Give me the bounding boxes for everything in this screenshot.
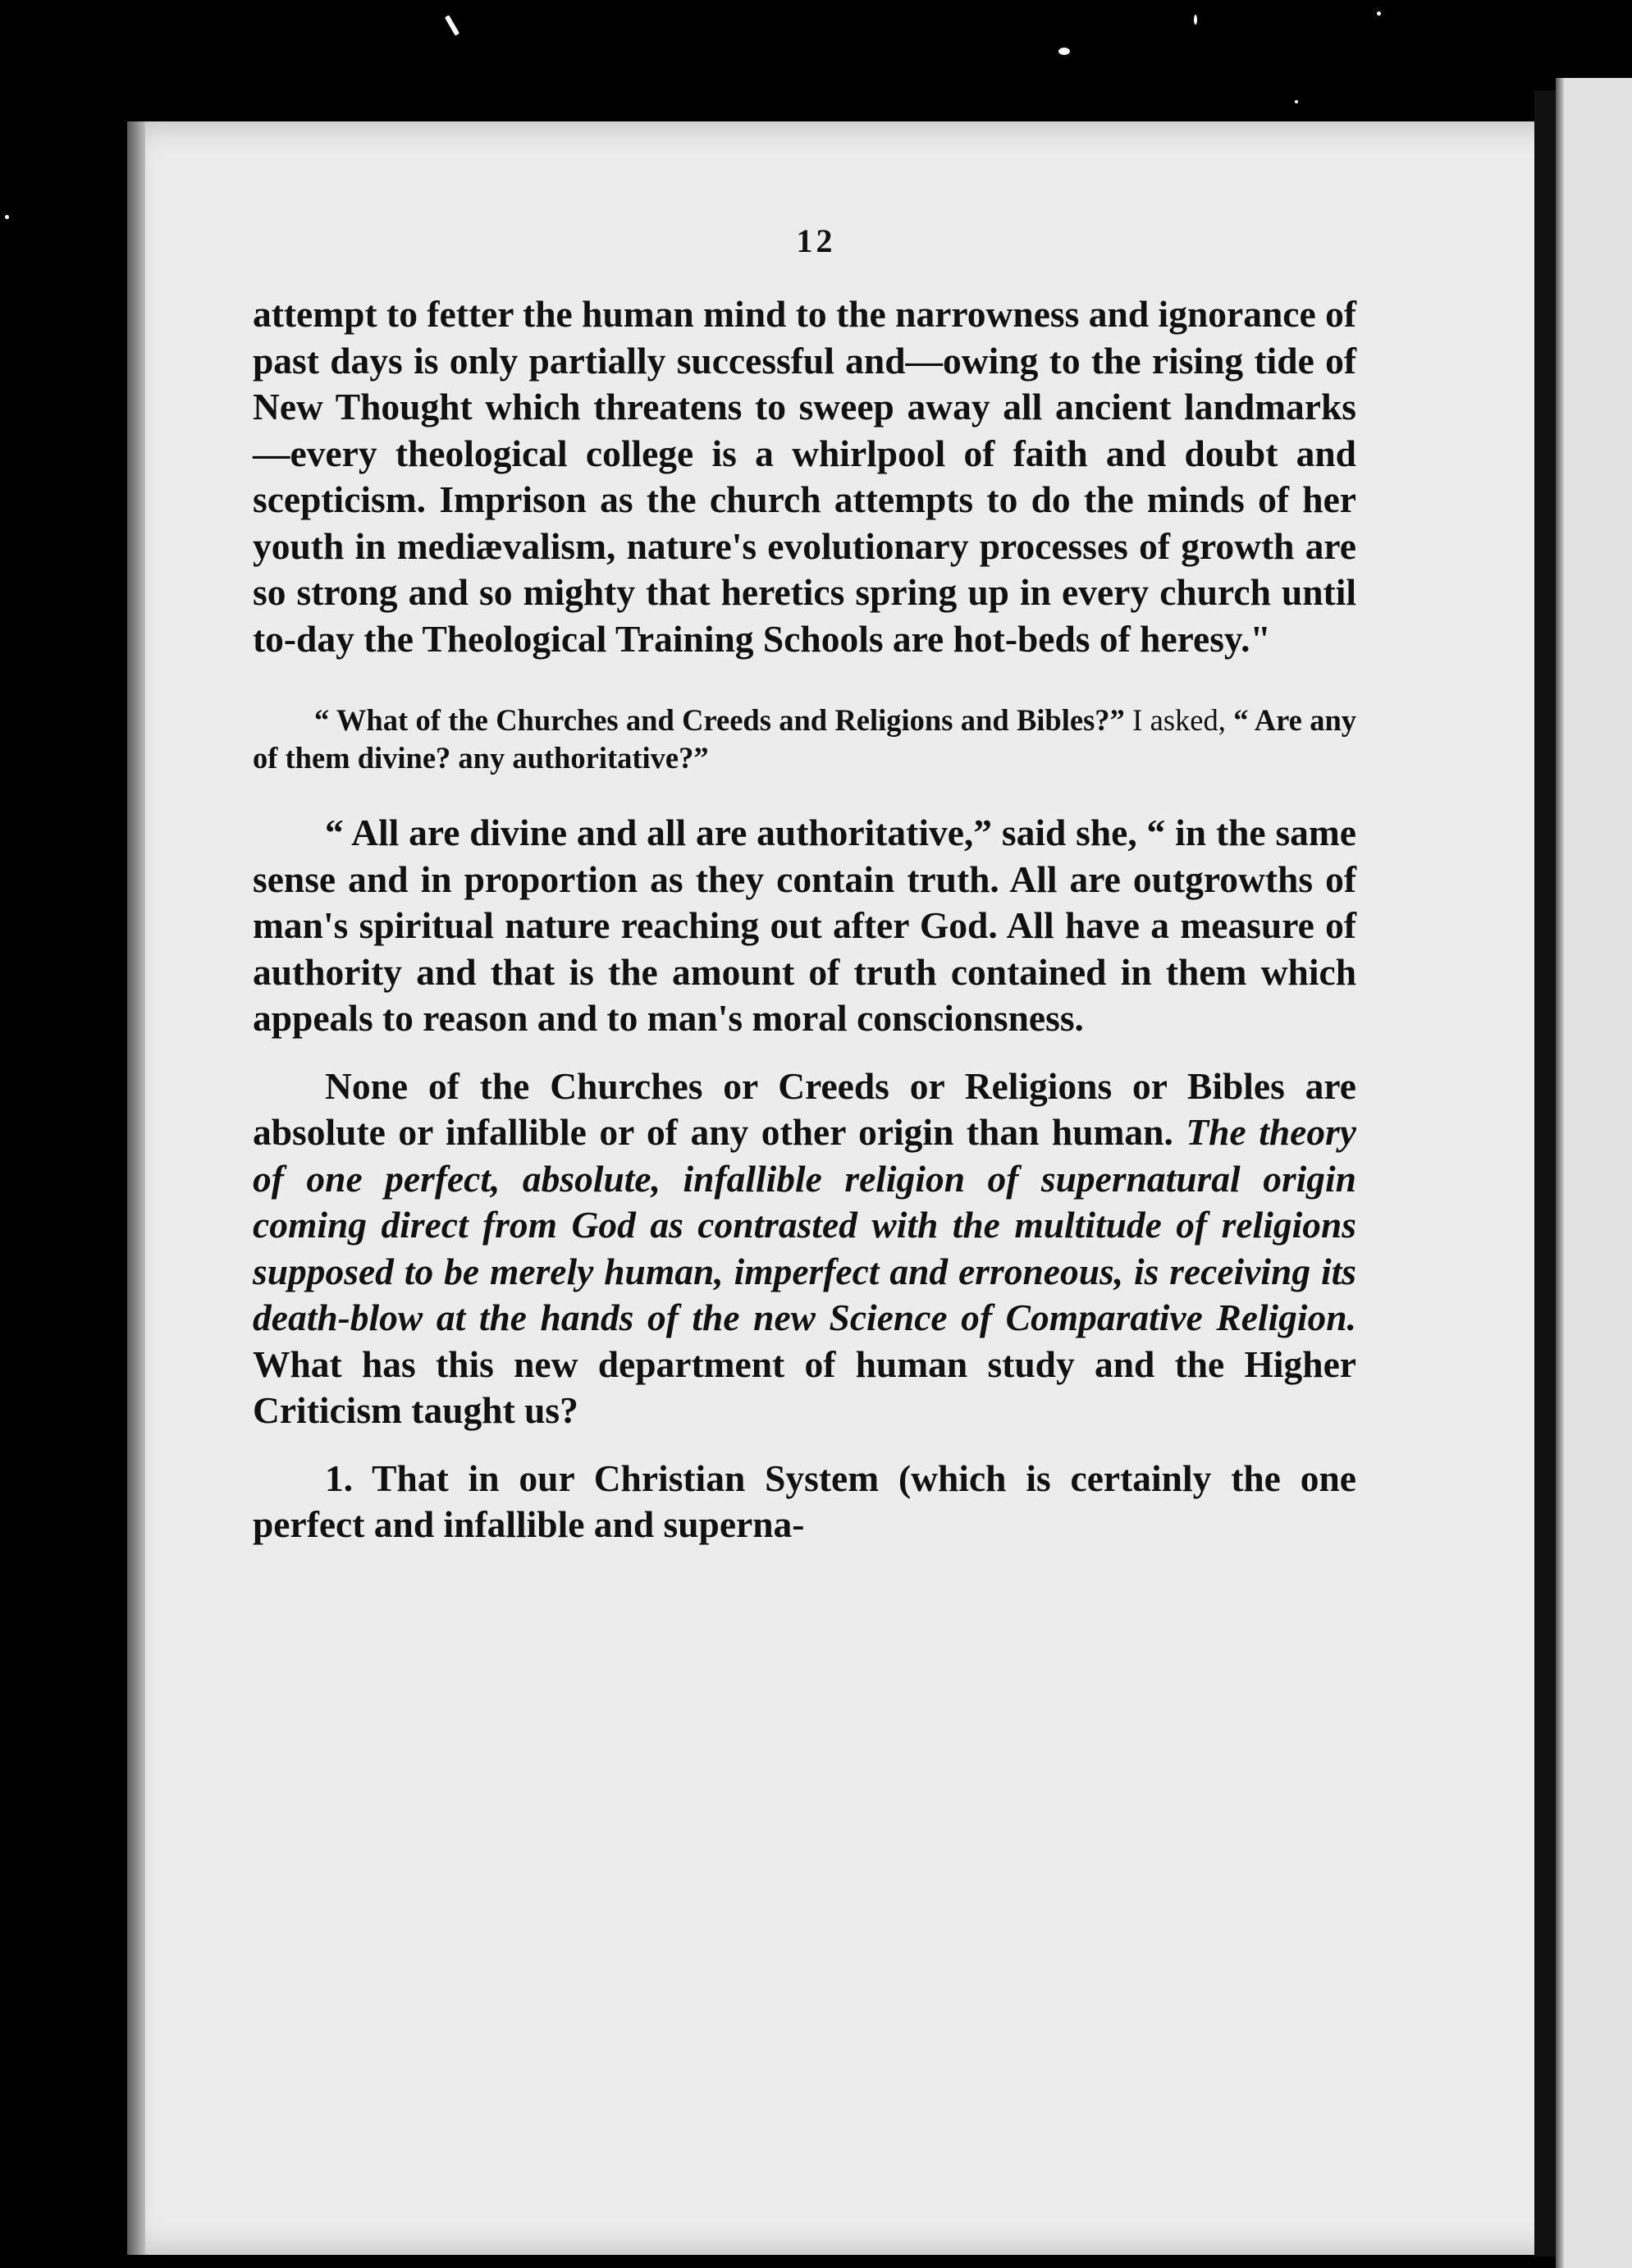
question-paragraph — [253, 702, 1356, 777]
paragraph-3-end: What has this new department of human study and the Higher Criticism taught us? — [253, 1342, 1356, 1431]
paragraph-3-start: None of the Churches or Creeds or Religions or Bibles are absolute or infallible or of any other origin than human. — [253, 1064, 1356, 1153]
paragraph-2: “ All are divine and all are authoritative,” said she, “ in the same sense and in proportion as they contain truth. All are outgrowths of man's spiritual nature reaching out after God. All have a measure of authority and that is the amount of truth contained in them which appeals to reason and to man's moral conscionsness. — [253, 812, 1356, 1039]
facing-page — [1556, 78, 1632, 2268]
paragraph-3-italic: The theory of one perfect, absolute, infallible religion of supernatural origin coming direct from God as contrasted with the multitude of religions supposed to be merely human, imperfect and erroneous, is receiving its death-blow at the hands of the new Science of Comparative Religion. — [253, 1111, 1356, 1338]
question-part-3: “ Are any of them divine? any authoritative?” — [253, 703, 1357, 775]
page-left-edge — [127, 121, 145, 2255]
page-number: 12 — [796, 222, 836, 259]
paragraph-1: attempt to fetter the human mind to the narrowness and ignorance of past days is only partially successful and—owing to the rising tide of New Thought which threatens to sweep away all ancient landmarks—every theological college is a whirlpool of faith and doubt and scepticism. Imprison as the church attempts to do the minds of her youth in mediævalism, nature's evolutionary processes of growth are so strong and so mighty that heretics spring up in every church until to-day the Theological Training Schools are hot-beds of heresy." — [253, 293, 1356, 660]
paragraph-3 — [253, 1063, 1356, 1434]
paragraph-4: 1. That in our Christian System (which is certainly the one perfect and infallible and superna- — [253, 1456, 1356, 1545]
book-gutter — [1534, 90, 1556, 2257]
page-body-text — [253, 291, 1356, 1548]
facing-page-edge — [1556, 78, 1564, 2268]
question-part-2: I asked, — [1124, 703, 1234, 737]
question-part-1: “ What of the Churches and Creeds and Religions and Bibles?” — [314, 703, 1125, 737]
